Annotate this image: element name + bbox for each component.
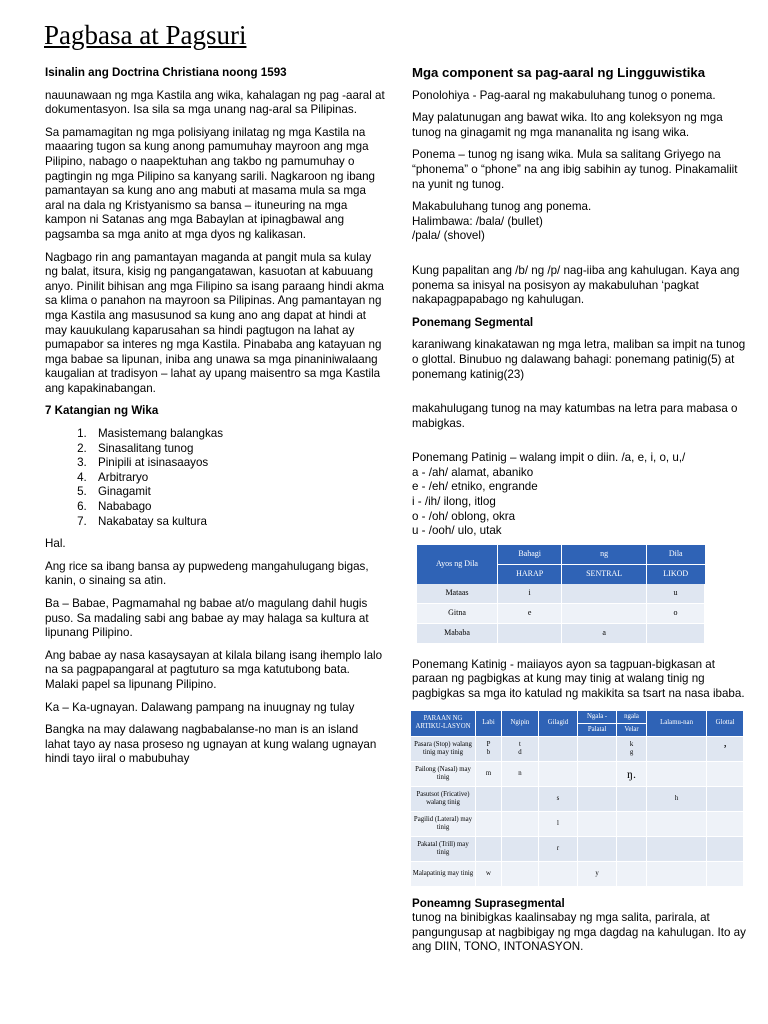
table-header: HARAP (498, 564, 562, 584)
consonant-table (410, 710, 744, 887)
table-cell (538, 861, 577, 886)
table-header: Palatal (578, 723, 617, 736)
example-line: /pala/ (shovel) (412, 229, 485, 243)
table-cell (476, 811, 502, 836)
table-cell: P b (476, 736, 502, 761)
example-line: Halimbawa: /bala/ (bullet) (412, 214, 543, 228)
table-cell: o (646, 603, 704, 623)
vowel-line: i - /ih/ ilong, itlog (412, 495, 496, 509)
table-header: LIKOD (646, 564, 704, 584)
paragraph: Ang rice sa ibang bansa ay pupwedeng mangahulugang bigas, kanin, o sinaing sa atin. (45, 559, 369, 588)
table-cell (646, 761, 706, 786)
table-row (411, 736, 744, 761)
example-line: Makabuluhang tunog ang ponema. (412, 200, 592, 214)
table-header: PARAAN NG ARTIKU-LASYON (411, 710, 476, 736)
table-cell (707, 811, 744, 836)
list-item: 1. Masistemang balangkas (90, 427, 385, 442)
row-label: Pagilid (Lateral) may tinig (411, 811, 476, 836)
list-item: 5. Ginagamit (90, 485, 385, 500)
table-cell (578, 761, 617, 786)
table-header: Ngipin (502, 710, 539, 736)
paragraph: karaniwang kinakatawan ng mga letra, maliban sa impit na tunog o glottal. Binubuo ng dalawang bahagi: ponemang patinig(5) at ponemang katinig(23) (412, 338, 746, 381)
paragraph: Kung papalitan ang /b/ ng /p/ nag-iiba ang kahulugan. Kaya ang ponema sa inisyal na posisyon ay makabuluhan ‘pagkat nakapagpapabago ng kahulugan. (412, 263, 740, 307)
table-row (417, 584, 705, 604)
vowel-table (417, 545, 705, 644)
table-cell (562, 584, 647, 604)
row-label: Malapatinig may tinig (411, 861, 476, 886)
table-cell (578, 786, 617, 811)
table-cell (538, 761, 577, 786)
list-item: 2. Sinasalitang tunog (90, 442, 385, 457)
table-cell: l (538, 811, 577, 836)
paragraph: tunog na binibigkas kaalinsabay ng mga salita, parirala, at pangungusap at nagbibigay ng mga dagdag na kahulugan. Ito ay ang DIIN, TONO, INTONASYON. (412, 911, 746, 954)
table-cell (476, 786, 502, 811)
table-header: Labi (476, 710, 502, 736)
table-header: Lalamu-nan (646, 710, 706, 736)
table-header: Ngala - (578, 710, 617, 723)
table-cell (707, 836, 744, 861)
paragraph: Ponolohiya - Pag-aaral ng makabuluhang tunog o ponema. (412, 88, 716, 102)
section-heading-segmental: Ponemang Segmental (412, 315, 534, 329)
table-row (411, 761, 744, 786)
vowel-line: a - /ah/ alamat, abaniko (412, 465, 534, 479)
paragraph: nauunawaan ng mga Kastila ang wika, kahalagan ng pag -aaral at dokumentasyon. Isa sila sa mga unang nag-aral sa Pilipinas. (45, 88, 385, 117)
table-cell: ŋ. (617, 761, 647, 786)
table-header: SENTRAL (562, 564, 647, 584)
katangian-list (45, 427, 385, 529)
table-cell (578, 811, 617, 836)
row-label: Mataas (417, 584, 498, 604)
table-cell (646, 836, 706, 861)
paragraph: Bangka na may dalawang nagbabalanse-no man is an island lahat tayo ay nasa proseso ng ugnayan at kung walang ugnayan hindi tayo iiral o mabubuhay (45, 723, 377, 766)
table-cell (502, 786, 539, 811)
table-cell (502, 836, 539, 861)
row-label: Mababa (417, 623, 498, 643)
table-cell: e (498, 603, 562, 623)
table-cell: i (498, 584, 562, 604)
table-cell: k g (617, 736, 647, 761)
paragraph: Ang babae ay nasa kasaysayan at kilala bilang isang ihemplo lalo na sa pagpapangaral at pagtuturo sa mga katutubong bata. Malaki papel sa lipunang Pilipino. (45, 648, 383, 691)
paragraph: Ka – Ka-ugnayan. Dalawang pampang na inuugnay ng tulay (45, 700, 355, 714)
table-cell: ʼ (707, 736, 744, 761)
vowel-line: e - /eh/ etniko, engrande (412, 480, 538, 494)
table-header: ng (562, 545, 647, 565)
row-label: Pakatal (Trill) may tinig (411, 836, 476, 861)
table-header: ngala (617, 710, 647, 723)
table-cell (617, 861, 647, 886)
list-item: 6. Nababago (90, 500, 385, 515)
table-row (417, 623, 705, 643)
table-cell (646, 861, 706, 886)
table-cell (646, 736, 706, 761)
section-heading-katangian: 7 Katangian ng Wika (45, 404, 159, 418)
table-cell (617, 836, 647, 861)
paragraph: May palatunugan ang bawat wika. Ito ang koleksyon ng mga tunog na ginagamit ng mga mananalita ng isang wika. (412, 111, 723, 139)
table-row (411, 836, 744, 861)
paragraph: Ponemang Katinig - maiiayos ayon sa tagpuan-bigkasan at paraan ng pagbigkas at kung may tinig at walang tinig ng pagbigkas sa mga ito katulad ng makikita sa tsart na nasa ibaba. (412, 657, 745, 701)
row-label: Pailong (Nasal) may tinig (411, 761, 476, 786)
table-cell: a (562, 623, 647, 643)
paragraph: Nagbago rin ang pamantayan maganda at pangit mula sa kulay ng balat, itsura, kisig ng pangangatawan, kasuotan at kabuuang anyo. Pinilit bihisan ang mga Filipino sa isang paraang hindi akma sa klima o panahon na mayroon sa Pilipinas. Ang pamantayan ng mga Kastila ang masusunod sa kung ano ang dapat at hindi at may kauukulang kaparusahan sa hindi pagtugon na lahat ay pumapabor sa interes ng mga Kastila. Pinababa ang katayuan ng mga babae sa lipunan, iniba ang unawa sa mga pinaniniwalaang kaugalian at tradisyon – lahat ay upang maisentro sa mga Kastila ang kapakinabangan. (45, 250, 384, 395)
row-label: Pasutsot (Fricative) walang tinig (411, 786, 476, 811)
table-cell (707, 761, 744, 786)
table-cell: r (538, 836, 577, 861)
table-header: Bahagi (498, 545, 562, 565)
table-cell (538, 736, 577, 761)
table-cell (562, 603, 647, 623)
section-heading-doctrina: Isinalin ang Doctrina Christiana noong 1593 (45, 66, 287, 79)
table-cell (578, 736, 617, 761)
patinig-block (412, 451, 752, 539)
paragraph: Hal. (45, 537, 66, 551)
paragraph: Sa pamamagitan ng mga polisiyang inilatag ng mga Kastila na maaaring tugon sa kung anong pamumuhay mayroon ang mga Pilipino, nabago o naapektuhan ang takbo ng pamumuhay o pagtingin ng mga Pilipino sa kanyang sarili. Nagkaroon ng ibang pamantayan sa kung ano ang mabuti at masama mula sa mga aral na dala ng Kristyanismo sa bansa – ituneuring na mga kampon ni Satanas ang mga Babaylan at ipinagbawal ang pagsamba sa mga anito at mga dyos ng kalikasan. (45, 125, 375, 241)
table-cell (617, 786, 647, 811)
table-cell (707, 861, 744, 886)
table-cell: u (646, 584, 704, 604)
table-cell (646, 811, 706, 836)
table-cell (578, 836, 617, 861)
table-cell: n (502, 761, 539, 786)
list-item: 4. Arbitraryo (90, 471, 385, 486)
table-cell (498, 623, 562, 643)
patinig-heading: Ponemang Patinig – walang impit o diin. /a, e, i, o, u,/ (412, 451, 686, 465)
table-cell: h (646, 786, 706, 811)
table-row (417, 603, 705, 623)
table-cell (707, 786, 744, 811)
table-cell (617, 811, 647, 836)
left-column (45, 66, 385, 775)
list-item: 7. Nakabatay sa kultura (90, 515, 385, 530)
table-cell (646, 623, 704, 643)
table-header: Velar (617, 723, 647, 736)
table-row (411, 811, 744, 836)
table-row (411, 786, 744, 811)
row-label: Gitna (417, 603, 498, 623)
section-heading-lingguwistika: Mga component sa pag-aaral ng Lingguwistika (412, 65, 706, 80)
table-row (411, 861, 744, 886)
section-heading-suprasegmental: Poneamng Suprasegmental (412, 896, 565, 910)
table-header: Glottal (707, 710, 744, 736)
paragraph: makahulugang tunog na may katumbas na letra para mabasa o mabigkas. (412, 402, 738, 430)
row-label: Pasara (Stop) walang tinig may tinig (411, 736, 476, 761)
example-block (412, 200, 752, 244)
table-header: Gilagid (538, 710, 577, 736)
table-header: Dila (646, 545, 704, 565)
right-column (412, 66, 752, 963)
vowel-line: u - /ooh/ ulo, utak (412, 524, 502, 538)
vowel-line: o - /oh/ oblong, okra (412, 509, 516, 523)
table-cell (502, 811, 539, 836)
table-cell: t d (502, 736, 539, 761)
table-cell: y (578, 861, 617, 886)
table-cell: s (538, 786, 577, 811)
table-header: Ayos ng Dila (417, 545, 498, 584)
table-cell (476, 836, 502, 861)
paragraph: Ba – Babae, Pagmamahal ng babae at/o magulang dahil hugis puso. Sa madaling sabi ang babae ay may halaga sa kultura at lipunang Pilipino. (45, 597, 369, 640)
table-cell: m (476, 761, 502, 786)
table-cell (502, 861, 539, 886)
list-item: 3. Pinipili at isinasaayos (90, 456, 385, 471)
page-title: Pagbasa at Pagsuri (44, 20, 247, 50)
paragraph: Ponema – tunog ng isang wika. Mula sa salitang Griyego na “phonema” o “phone” na ang ibig sabihin ay tunog. Pinakamaliit na yunit ng tunog. (412, 148, 738, 191)
table-cell: w (476, 861, 502, 886)
